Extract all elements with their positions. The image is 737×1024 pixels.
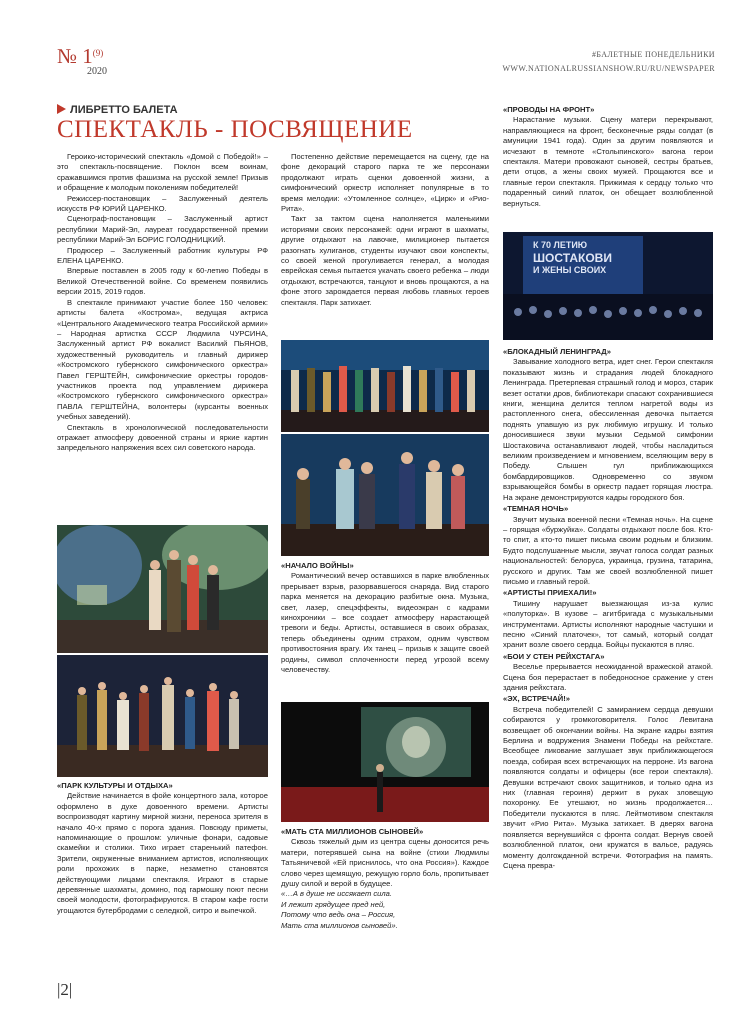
paragraph: Режиссер-постановщик – Заслуженный деятель искусств РФ ЮРИЙ ЦАРЕНКО. xyxy=(57,193,268,214)
paragraph: Героико-исторический спектакль «Домой с Победой!» – это спектакль-посвящение. Поклон всем воинам, сражавшимся против фашизма на русской земле! Призыв и обращение к молодым поколениям победителей! xyxy=(57,152,268,193)
article-title: СПЕКТАКЛЬ - ПОСВЯЩЕНИЕ xyxy=(57,116,413,143)
section-heading: «БОИ У СТЕН РЕЙХСТАГА» xyxy=(503,651,605,661)
column-2-bottom-text xyxy=(281,826,489,951)
section-heading: «ПАРК КУЛЬТУРЫ И ОТДЫХА» xyxy=(57,781,173,790)
photo-banner-text xyxy=(533,240,612,276)
paragraph: Такт за тактом сцена наполняется маленькими историями своих персонажей: одни играют в шахматы, другие отдыхают на лавочке, милиционер пытается разогнать хулиганов, студенты изучают свои конспекты, со своей женой прогуливается генерал, а молодая еврейская семья пытается укачать своего ребенка – люди отдыхают, встречаются, танцуют и вновь прощаются, а на фоне этого зарождается первая любовь главных героев спектакля. Парк затихает. xyxy=(281,214,489,307)
section-heading: «БЛОКАДНЫЙ ЛЕНИНГРАД» xyxy=(503,347,611,356)
paragraph: Сквозь тяжелый дым из центра сцены доносится речь матери, потерявшей сына на войне (стихи Людмилы Татьяничевой «Ей приснилось, что она Россия»). Каждое слово через щемящую, режущую горло боль, пропитывает душу силой и верой в будущее. xyxy=(281,837,490,889)
column-3-text xyxy=(503,104,713,230)
section-heading: «ЭХ, ВСТРЕЧАЙ!» xyxy=(503,694,571,704)
section-heading: «МАТЬ СТА МИЛЛИОНОВ СЫНОВЕЙ» xyxy=(281,827,424,836)
paragraph: Впервые поставлен в 2005 году к 60-летию Победы в Великой Отечественной войне. Со временем появились версии 2015, 2019 годов. xyxy=(57,266,268,297)
paragraph: Романтический вечер оставшихся в парке влюбленных прерывает взрыв, разорвавшегося снаряда. Вид старого парка меняется на декорацию разбитые окна. Музыка, свет, лазер, спецэффекты, видеоэкран с кадрами кинохроники – все создает атмосферу нарастающей тревоги и беды. Артисты, оставшиеся в своих образах, теперь объединены одним страхом, одним чувством противостояния врагу. Их танец – призыв к защите своей родины, символ сплоченности перед угрозой всему человечеству. xyxy=(281,571,489,675)
section-heading: «АРТИСТЫ ПРИЕХАЛИ!» xyxy=(503,588,597,598)
rubric xyxy=(57,104,178,116)
poem-line: Мать ста миллионов сыновей». xyxy=(281,920,398,930)
paragraph: Спектакль в хронологической последовательности отражает атмосферу довоенной страны и яркие картин запредельного напряжения всех сил советского народа. xyxy=(57,422,268,453)
section-heading: «ТЕМНАЯ НОЧЬ» xyxy=(503,504,569,514)
photo-war-begins-1 xyxy=(281,340,489,432)
photo-park-scene-2 xyxy=(57,655,268,777)
paragraph: Продюсер – Заслуженный работник культуры РФ ЕЛЕНА ЦАРЕНКО. xyxy=(57,245,268,266)
paragraph: Встреча победителей! С замиранием сердца девушки собираются у громкоговорителя. Голос Левитана возвещает об окончании войны. На экране кадры взятия Берлина и водружения Знамени Победы на рейхстаге. Всеобщее ликование заглушает звук приближающегося поезда, собирая всех встречающих на перроне. Из вагона появляются солдаты и офицеры (все герои спектакля). Девушки встречают своих защитников, и только одна из них (главная героиня) держит в руках зловещую похоронку. Ее утешают, но жизнь продолжается… Победители пускаются в пляс. Лейтмотивом спектакля звучит «Рио Рита». Музыка затихает. В дверях вагона появляется вернувшийся с фронта солдат. Вернув своей возлюбленной платок, они кружатся в вальсе, радуясь моменту долгожданной встречи. Фотография на память. Сцена превра- xyxy=(503,704,713,870)
triangle-icon xyxy=(57,104,66,114)
page-number: |2| xyxy=(57,980,73,999)
issue-year: 2020 xyxy=(87,66,107,77)
issue-number: № 1$^{(9)}$ xyxy=(57,44,104,68)
banner-line: И ЖЕНЫ СВОИХ xyxy=(533,265,607,275)
section-heading: «НАЧАЛО ВОЙНЫ» xyxy=(281,561,354,570)
section-tag: #БАЛЕТНЫЕ ПОНЕДЕЛЬНИКИ xyxy=(591,50,715,59)
paragraph: Звучит музыка военной песни «Темная ночь». На сцене – горящая «буржуйка». Солдаты отдыхают после боя. Кто-то спит, а кто-то пишет письма своим родным и близким. Будто подслушанные мысли, звучат голоса солдат разных национальностей: белоруса, украинца, грузина, татарина, русского и других. Там же своей возлюбленной пишет письмо и главный герой. xyxy=(503,514,713,586)
column-3-bottom-text xyxy=(503,346,713,1006)
paragraph: В спектакле принимают участие более 150 человек: артисты балета «Кострома», ведущая актриса «Центрального Академического театра Российской армии» – Народная артистка СССР Людмила ЧУРСИНА, Заслуженный артист РФ вокалист Василий ПЬЯНОВ, художественный руководитель и главный дирижер «Костромского губернского симфонического оркестра» Павел ГЕРШТЕЙН, симфонические оркестры городов-участников проекта под управлением дирижера «Костромского губернского симфонического оркестра» ПАВЛА ГЕРШТЕЙНА, волонтеры (курсанты военных учебных заведений). xyxy=(57,297,268,422)
column-1-text xyxy=(57,152,268,520)
website-link[interactable]: WWW.NATIONALRUSSIANSHOW.RU/RU/NEWSPAPER xyxy=(502,64,715,73)
paragraph: Веселье прерывается неожиданной вражеской атакой. Сцена боя перерастает в победоносное сражение у стен здания рейхстага. xyxy=(503,662,713,692)
photo-park-scene-1 xyxy=(57,525,268,653)
paragraph: Тишину нарушает выезжающая из-за кулис «полуторка». В кузове – агитбригада с музыкальными инструментами. Артисты исполняют народные частушки и песню «Синий платочек», тот самый, который солдат хранит возле своего сердца. Бойцы пускаются в пляс. xyxy=(503,598,713,650)
rubric-label: ЛИБРЕТТО БАЛЕТА xyxy=(70,104,178,116)
poem-line: И лежит грядущее пред ней, xyxy=(281,899,386,909)
header-right xyxy=(502,48,715,76)
banner-line: К 70 ЛЕТИЮ xyxy=(533,240,588,250)
banner-line: ШОСТАКОВИ xyxy=(533,251,612,265)
photo-war-begins-2 xyxy=(281,434,489,556)
photo-leningrad-orchestra xyxy=(503,232,713,340)
photo-mother-scene xyxy=(281,702,489,822)
poem-line: «…А в душе не иссякает сила. xyxy=(281,889,393,899)
paragraph: Сценограф-постановщик – Заслуженный артист республики Марий-Эл, лауреат государственной премии республики Марий-Эл БОРИС ГОЛОДНИЦКИЙ. xyxy=(57,214,268,245)
section-heading: «ПРОВОДЫ НА ФРОНТ» xyxy=(503,105,595,114)
column-1-bottom-text xyxy=(57,780,268,950)
poem-line: Потому что ведь она – Россия, xyxy=(281,910,396,920)
issue-sup: (9) xyxy=(92,48,104,58)
paragraph: Завывание холодного ветра, идет снег. Герои спектакля показывают жизнь и страдания людей блокадного Ленинграда. Претерпевая страшный голод и мороз, старик везет остатки дров, библиотекари спасают сохранившиеся книги, женщина делится теплом нагретой воды из растопленного снега, обессиленная девочка пытается поднять упавшую из рук любимую игрушку. И только доносившиеся звуки музыки Седьмой симфонии Шостаковича останавливают людей, чтобы насладиться великим произведением и мгновением, вселяющим веру в Победу. Слышен гул приближающихся бомбардировщиков. Одновременно со звуком взрывающейся бомбы в оркестр падает горящая люстра. На экране демонстрируются кадры городского боя. xyxy=(503,357,713,502)
column-2-middle-text xyxy=(281,560,489,700)
paragraph: Постепенно действие перемещается на сцену, где на фоне декораций старого парка те же персонажи продолжают играть сценки довоенной жизни, а симфонический оркестр исполняет популярные в то время мелодии: «Утомленное солнце», «Цирк» и «Рио-Рита». xyxy=(281,152,489,214)
paragraph: Нарастание музыки. Сцену матери перекрывают, направляющиеся на фронт, бесконечные ряды солдат (в амуниции 1941 года). Один за другим появляются и исчезают в темноте «Столыпинского» вагона герои спектакля. Матери провожают сыновей, сестры братьев, дети отцов, а жены своих мужей. Прощаются все и главные герои спектакля. Прижимая к сердцу только что подаренный синий платок, он обещает возлюбленной вернуться. xyxy=(503,115,713,208)
column-2-text xyxy=(281,152,489,338)
paragraph: Действие начинается в фойе концертного зала, которое оформлено в духе довоенного времени. Артисты воспроизводят картину мирной жизни, переноса зрителя в начало 40-х прямо с порога здания. Повсюду приметы, напоминающие о прошлом: уличные фонари, садовые скамейки и столики. Тихо играет старенький патефон. Зрители, окруженные вниманием артистов, исполняющих роли прохожих в парке, незаметно становятся действующими лицами спектакля. Играют в старые деревянные шахматы, домино, под гармошку поют песни своей молодости, фотографируются. В старом кафе гости угощаются бутербродами с селедкой, ситро и выпечкой. xyxy=(57,791,268,915)
